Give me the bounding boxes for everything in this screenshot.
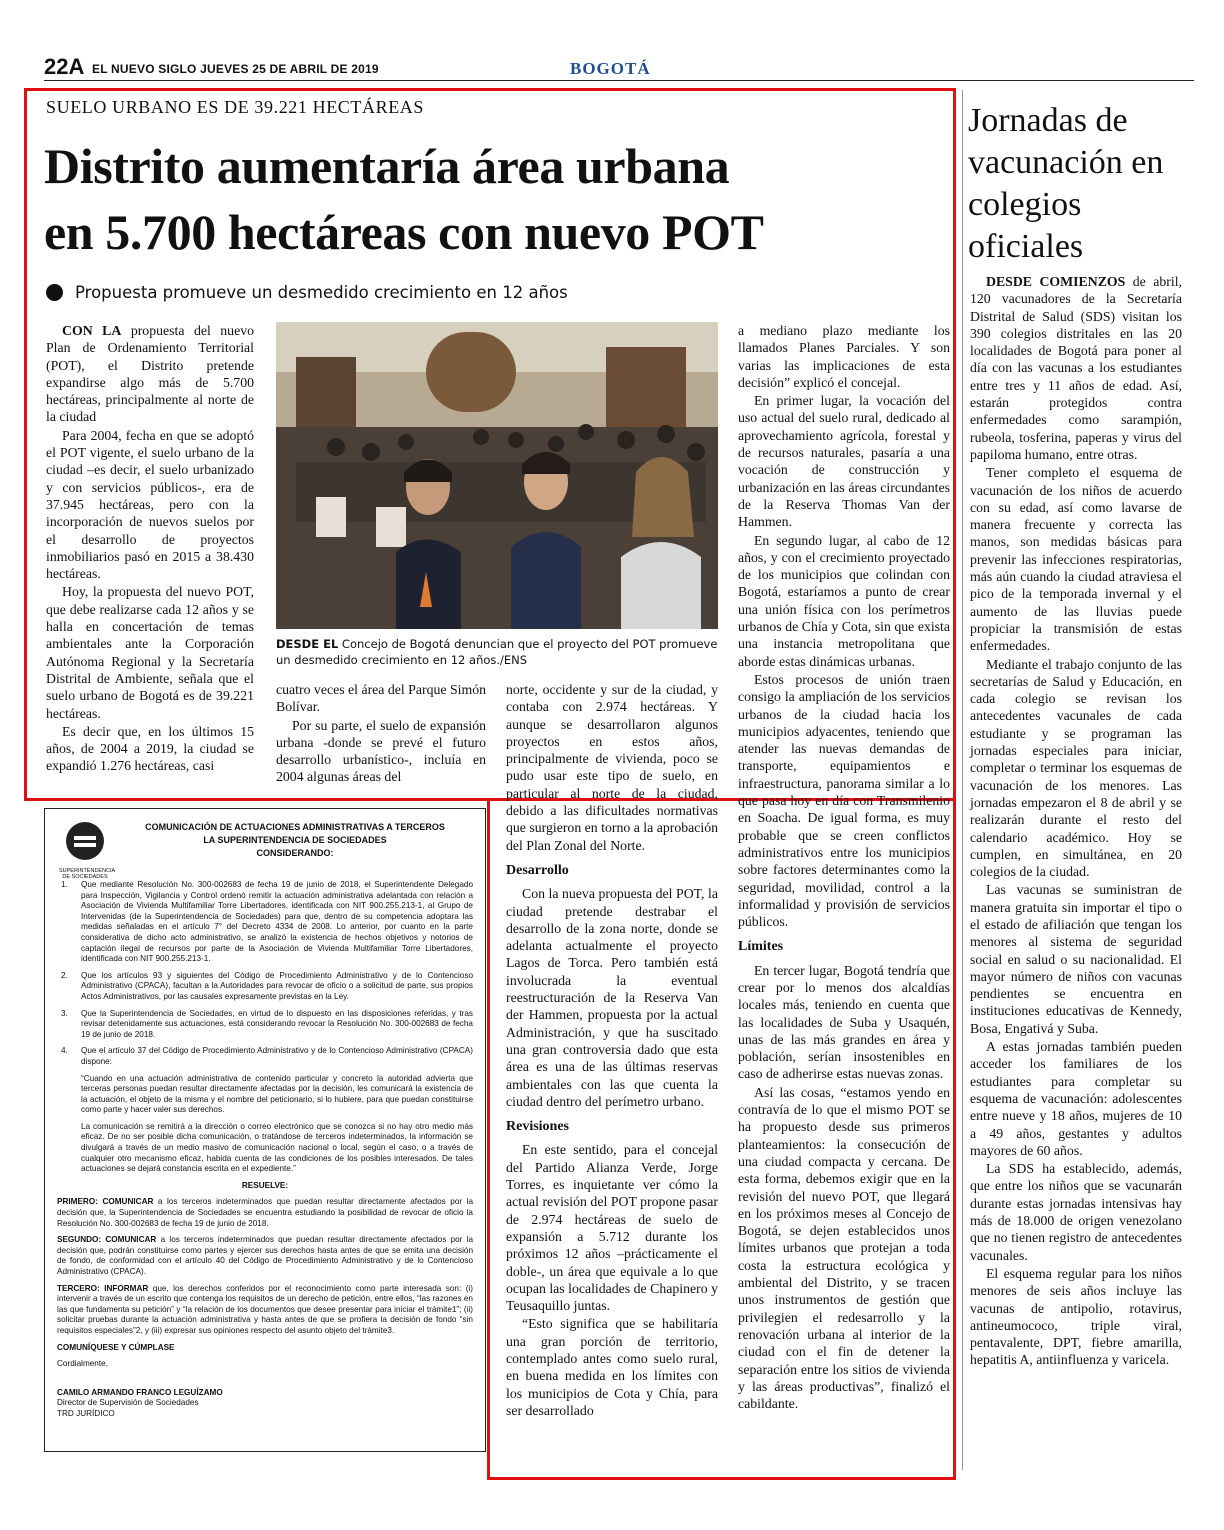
lead-in: DESDE COMIENZOS <box>986 274 1126 289</box>
paragraph: Así las cosas, “estamos yendo en contravía de lo que el mismo POT se ha propuesto desde sus primeros planteamientos: la consecución de una ciudad compacta y cercana. De esta forma, debemos exigir que en la revisión del nuevo POT, que llegará en los próximos meses al Concejo de Bogotá, se dejen establecidos unos límites urbanos que protejan a toda costa la estructura ecológica y ambiental del Distrito, y se tracen unos instrumentos de gestión que privilegien el redesarrollo y la renovación urbana al interior de la ciudad con el fin de detener la separación entre los sitios de vivienda y las áreas productivas”, finalizó el cabildante. <box>738 1084 950 1412</box>
paragraph: Estos procesos de unión traen consigo la ampliación de los servicios urbanos de la ciudad hacia los municipios adyacentes, teniendo que atender las nuevas demandas de transporte, equipamientos e infraestructura, panorama similar a lo que pasa hoy en día con Transmilenio en Soacha. De igual forma, es muy probable que se creen conflictos administrativos entre los municipios sobre factores determinantes como la seguridad, movilidad, control a la informalidad y provisión de servicios públicos. <box>738 671 950 930</box>
article-column-4 <box>738 322 950 1413</box>
paragraph: cuatro veces el área del Parque Simón Bolívar. <box>276 682 486 715</box>
notice-item <box>57 1009 473 1041</box>
article-subhead <box>46 283 568 302</box>
paragraph: En segundo lugar, al cabo de 12 años, y con el crecimiento proyectado de los municipios que colindan con Bogotá, estaríamos a punto de crear una unión física con los perímetros urbanos de Chía y Cota, sin que exista una instancia metropolitana que aborde estas dinámicas urbanas. <box>738 532 950 669</box>
paragraph: Para 2004, fecha en que se adoptó el POT vigente, el suelo urbano de la ciudad –es decir, el suelo urbanizado y con servicios públicos-, era de 37.945 hectáreas, pero con la incorporación de nuevos suelos por el desarrollo de proyectos inmobiliarios pasó en 2015 a 38.430 hectáreas. <box>46 427 254 582</box>
item-text: Que los artículos 93 y siguientes del Código de Procedimiento Administrativo y de lo Contencioso Administrativo (CPACA), facultan a la Autoridades para revocar de oficio o a solicitud de parte, sus propios Actos Administrativos, por las causales expresamente previstas en la Ley. <box>81 970 473 1001</box>
signer-name: CAMILO ARMANDO FRANCO LEGUÍZAMO <box>57 1387 223 1397</box>
article-headline <box>44 133 944 265</box>
supersociedades-logo-icon <box>65 821 105 861</box>
resolution-lead: SEGUNDO: COMUNICAR <box>57 1235 157 1245</box>
paragraph: Las vacunas se suministran de manera gratuita sin importar el tipo o el estado de afiliación que tengan los menores al sistema de seguridad social en salud o su nacionalidad. El mayor número de niños con vacunas pendientes se encuentra en instituciones educativas de Kennedy, Bosa, Engativá y Suba. <box>970 882 1182 1036</box>
notice-quote: La comunicación se remitirá a la dirección o correo electrónico que se conozca si no hay otro medio más eficaz. De no ser posible dicha comunicación, o tratándose de terceros indeterminados, la información se divulgará a través de un medio masivo de comunicación nacional o local, según el caso, o a través de cualquier otro mecanismo eficaz, habida cuenta de las condiciones de los posibles interesados. De tales actuaciones se dejará constancia escrita en el expediente.” <box>81 1121 473 1174</box>
paragraph: Es decir que, en los últimos 15 años, de 2004 a 2019, la ciudad se expandió 1.276 hectáreas, casi <box>46 723 254 774</box>
paragraph: En este sentido, para el concejal del Partido Alianza Verde, Jorge Torres, es inquietante ver cómo la actual revisión del POT propone pasar de 2.974 hectáreas de suelo de expansión a 5.712 durante los próximos 12 años –prácticamente el doble-, un área que equivale a lo que ocupan las localidades de Chapinero y Teusaquillo juntas. <box>506 1142 718 1314</box>
sidebar-divider <box>962 90 963 1470</box>
article-column-3 <box>506 681 718 1420</box>
signer-role: Director de Supervisión de Sociedades <box>57 1398 199 1408</box>
cordially: Cordialmente, <box>57 1359 108 1369</box>
lead-in: CON LA <box>62 323 122 338</box>
bullet-dot-icon <box>46 284 63 301</box>
resolution-second <box>57 1235 473 1277</box>
notice-quote: “Cuando en una actuación administrativa de contenido particular y concreto la autoridad advierta que terceras personas puedan resultar directamente afectadas por la decisión, les comunicará la existencia de la actuación, el objeto de la misma y el nombre del peticionario, si lo hubiere, para que puedan constituirse como parte y hacer valer sus derechos. <box>81 1073 473 1115</box>
resolution-lead: PRIMERO: COMUNICAR <box>57 1197 154 1207</box>
paragraph: propuesta del nuevo Plan de Ordenamiento Territorial (POT), el Distrito pretende expandirse algo más de 5.700 hectáreas, principalmente al norte de la ciudad <box>46 323 255 425</box>
subheading-desarrollo: Desarrollo <box>506 862 569 878</box>
paragraph: El esquema regular para los niños menores de seis años incluye las vacunas de antipolio, rotavirus, antineumococo, triple viral, pentavalente, DPT, fiebre amarilla, hepatitis A, antiinfluenza y varicela. <box>970 1265 1182 1368</box>
paragraph: En tercer lugar, Bogotá tendría que crear por lo menos dos alcaldías locales más, teniendo en cuenta que las localidades de Suba y Usaquén, unas de las más grandes en área y población, serían insostenibles en caso de adherirse estas nuevas zonas. <box>738 962 950 1082</box>
paragraph: La SDS ha establecido, además, que entre los niños que se vacunarán durante estas jornadas intensivas hay más de 18.000 de origen venezolano que no tienen registro de antecedentes vacunales. <box>970 1161 1182 1263</box>
resolution-third <box>57 1284 473 1337</box>
masthead: EL NUEVO SIGLO JUEVES 25 DE ABRIL DE 2019 <box>92 62 379 76</box>
paragraph: norte, occidente y sur de la ciudad, y contaba con 2.974 hectáreas. Y aunque se desarrollaron algunos proyectos en estos años, principalmente de vivienda, poco se pudo usar este tipo de suelo, en particular al norte de la ciudad, debido a las dificultades normativas que surgieron en torno a la aprobación del Plan Zonal del Norte. <box>506 682 718 853</box>
sidebar-column <box>970 273 1182 1370</box>
paragraph: En primer lugar, la vocación del uso actual del suelo rural, dedicado al aprovechamiento agrícola, forestal y de recursos naturales, pasaría a una vocación de construcción y urbanización en las áreas circundantes de la Reserva Thomas Van der Hammen. <box>738 393 950 530</box>
item-text: Que el artículo 37 del Código de Procedimiento Administrativo y de lo Contencioso Administrativo (CPACA) dispone: <box>81 1046 473 1066</box>
sidebar-title: Jornadas de vacunación en colegios oficiales <box>968 102 1164 265</box>
closing: COMUNÍQUESE Y CÚMPLASE <box>57 1342 175 1352</box>
notice-title <box>117 821 473 860</box>
item-number: 3. <box>61 1008 68 1018</box>
notice-title-line-2: LA SUPERINTENDENCIA DE SOCIEDADES <box>203 835 387 845</box>
item-number: 4. <box>61 1046 68 1056</box>
notice-item <box>57 971 473 1003</box>
article-kicker: SUELO URBANO ES DE 39.221 HECTÁREAS <box>46 97 425 117</box>
headline-line-2: en 5.700 hectáreas con nuevo POT <box>44 204 764 260</box>
caption-lead: DESDE EL <box>276 637 339 651</box>
header-rule <box>44 80 1194 81</box>
item-number: 1. <box>61 880 68 889</box>
photo-illustration <box>276 322 718 629</box>
page-number: 22A <box>44 54 85 79</box>
article-column-1 <box>46 322 254 776</box>
paragraph: A estas jornadas también pueden acceder los familiares de los estudiantes para completar su esquema de vacunación: adolescentes entre nueve y 18 años, mujeres de 10 a 49 años, gestantes y adultos mayores de 60 años. <box>970 1039 1182 1158</box>
headline-line-1: Distrito aumentaría área urbana <box>44 138 730 194</box>
subheading-limites: Límites <box>738 939 784 955</box>
subheading-revisiones: Revisiones <box>506 1119 569 1135</box>
paragraph: Tener completo el esquema de vacunación de los niños de acuerdo con su edad, así como lavarse de manera frecuente y correcta las manos, son medidas básicas para prevenir las infecciones respiratorias, más aún cuando la ciudad atraviesa el pico de la temporada invernal y el aumento de las lluvias puede propiciar la transmisión de estas enfermedades. <box>970 465 1182 654</box>
notice-item <box>57 880 473 965</box>
council-photo <box>276 322 718 629</box>
resolution-first <box>57 1197 473 1229</box>
notice-title-line-1: COMUNICACIÓN DE ACTUACIONES ADMINISTRATIVAS A TERCEROS <box>145 822 445 832</box>
resuelve-heading: RESUELVE: <box>241 1180 289 1190</box>
article-column-2 <box>276 681 486 787</box>
notice-title-line-3: CONSIDERANDO: <box>256 848 334 858</box>
paragraph: Hoy, la propuesta del nuevo POT, que debe realizarse cada 12 años y se halla en concertación de temas ambientales ante la Corporación Autónoma Regional y la Secretaría Distrital de Ambiente, señala que el suelo urbano de Bogotá es de 39.221 hectáreas. <box>46 584 254 721</box>
item-text: Que la Superintendencia de Sociedades, en virtud de lo dispuesto en las disposiciones referidas, y tras revisar detenidamente sus actuaciones, está considerando revocar la Resolución No. 300-002683 de fecha 19 de junio de 2018. <box>81 1008 473 1039</box>
paragraph: de abril, 120 vacunadores de la Secretaría Distrital de Salud (SDS) visitan los 390 colegios distritales en las 20 localidades de Bogotá para poner al día con las vacunas a los estudiantes entre tres y 11 años de edad. Así, estarán protegidos contra enfermedades como sarampión, rubeola, tosferina, paperas y virus del papiloma humano, entre otras. <box>970 274 1182 462</box>
paragraph: Mediante el trabajo conjunto de las secretarías de Salud y Educación, en cada colegio se revisan los antecedentes vacunales de cada estudiante y se programan las jornadas especiales para iniciar, completar o terminar los esquemas de vacunación de los menores. Las jornadas empezaron el 8 de abril y se realizarán durante el resto del calendario académico. Hoy se cumplen, en simultánea, en 20 colegios de la ciudad. <box>970 656 1182 880</box>
logo-caption: SUPERINTENDENCIA DE SOCIEDADES <box>59 867 116 880</box>
item-text: Que mediante Resolución No. 300-002683 de fecha 19 de junio de 2018, el Superintendente Delegado para Inspección, Vigilancia y Control ordenó remitir la actuación administrativa adelantada con relación a Asociación de Vivienda Multifamiliar Torre Libertadores, identificada con NIT 900.255.213-1, al Grupo de Intervenidas (de la Superintendencia de Sociedades) para que, dentro de su competencia adoptara las medidas señaladas en el artículo 7° del Decreto 4334 de 2008. Lo anterior, por cuanto en la parte considerativa de dicho acto administrativo, se analizó la existencia de hechos objetivos y notorios de captación ilegal de recursos por parte de la Asociación de Vivienda Multifamiliar Torre Libertadores, identificada con NIT 900.255.213-1. <box>81 880 473 964</box>
section-title: BOGOTÁ <box>570 59 651 78</box>
photo-caption <box>276 636 718 668</box>
paragraph: “Esto significa que se habilitaría una gran porción de territorio, contemplado antes como suelo rural, en buena medida en los límites con los municipios de Cota y Chía, para ser desarrollado <box>506 1316 718 1418</box>
paragraph: Por su parte, el suelo de expansión urbana -donde se prevé el futuro desarrollo urbanístico-, incluía en 2004 algunas áreas del <box>276 717 486 785</box>
paragraph: a mediano plazo mediante los llamados Planes Parciales. Y son varias las implicaciones de esta decisión” explicó el concejal. <box>738 323 950 390</box>
legal-notice <box>44 808 486 1452</box>
resolution-text: a los terceros indeterminados que puedan resultar directamente afectados por la decisión que, la Superintendencia de Sociedades se encuentra estudiando la posibilidad de revocar de oficio la Resolución No. 300-002683 de fecha 19 de junio de 2018. <box>57 1197 473 1228</box>
item-number: 2. <box>61 970 68 980</box>
signer-unit: TRD JURÍDICO <box>57 1408 115 1418</box>
resolution-lead: TERCERO: INFORMAR <box>57 1283 149 1293</box>
page-header <box>44 52 1194 82</box>
notice-item <box>57 1046 473 1067</box>
subhead-text: Propuesta promueve un desmedido crecimiento en 12 años <box>75 283 568 302</box>
supersociedades-logo <box>59 821 116 880</box>
resolution-text: a los terceros indeterminados que puedan resultar directamente afectados por la decisión que, podrán constituirse como partes y ejercer sus derechos hasta antes de que se emita una decisión de fondo, de conformidad con el artículo 40 del Código de Procedimiento Administrativo y de lo Contencioso Administrativo (CPACA). <box>57 1235 473 1276</box>
resolution-text: que, los derechos conferidos por el reconocimiento como parte interesada son: (i) intervenir a través de un escrito que contenga los requisitos de un derecho de petición, entre ellos, “las razones en las que fundamenta su petición” y “la relación de los documentos que desee presentar para iniciar el trámite1”; (ii) solicitar pruebas durante la actuación administrativa y hasta antes de que se profiera la decisión de fondo “sin requisitos especiales”2, y (iii) expresar sus opiniones respecto del asunto objeto del trámite3. <box>57 1283 473 1335</box>
paragraph: Con la nueva propuesta del POT, la ciudad pretende destrabar el desarrollo de la zona norte, donde se adelanta actualmente el proyecto Lagos de Torca. Pero también está involucrada la eventual reestructuración de la Reserva Van der Hammen, propuesta por la actual Administración, y que ha suscitado una gran controversia dado que esta área es una de las últimas reservas ambientales con las que cuenta la ciudad dentro del perímetro urbano. <box>506 886 718 1109</box>
caption-text: Concejo de Bogotá denuncian que el proyecto del POT promueve un desmedido crecimiento en 12 años./ENS <box>276 637 718 667</box>
